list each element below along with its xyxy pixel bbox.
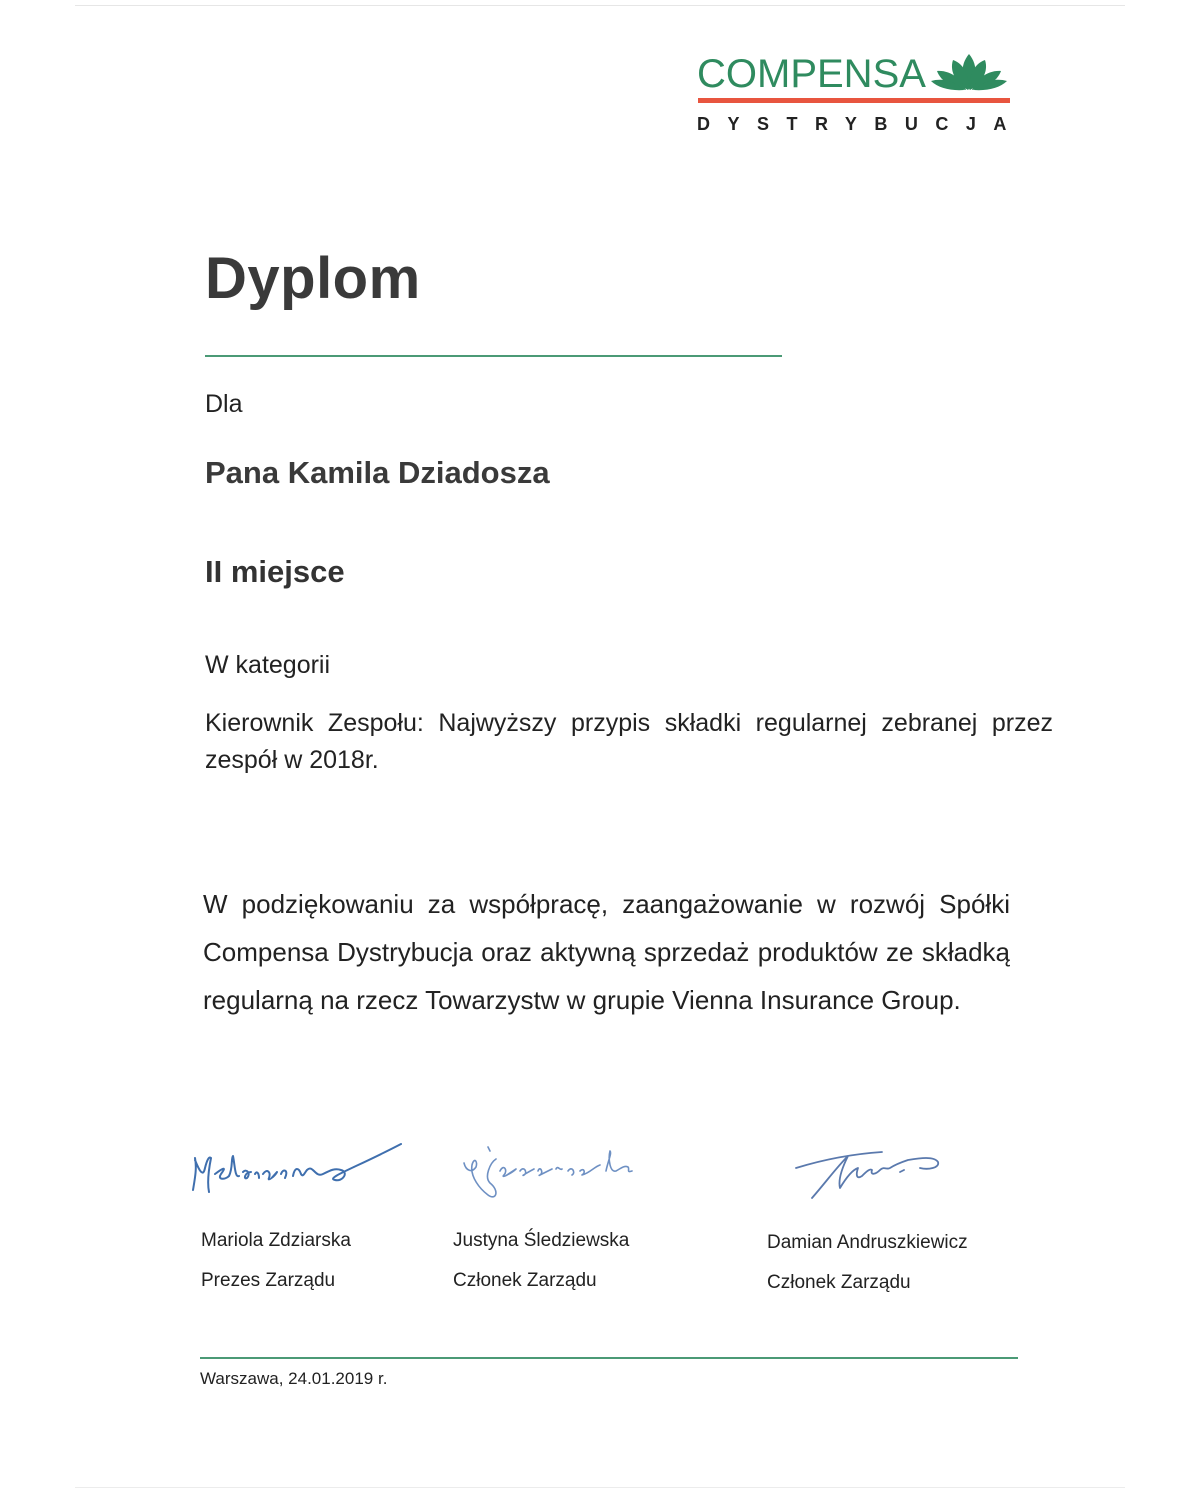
logo-red-bar <box>698 98 1010 103</box>
signature-3 <box>792 1138 952 1202</box>
scan-edge-bottom <box>75 1487 1125 1488</box>
logo-wordmark: COMPENSA <box>697 52 926 96</box>
signatory-3-role: Członek Zarządu <box>767 1272 911 1293</box>
thanks-paragraph: W podziękowaniu za współpracę, zaangażowanie w rozwój Spółki Compensa Dystrybucja oraz aktywną sprzedaż produktów ze składką regularną na rzecz Towarzystw w grupie Vienna Insurance Group. <box>203 889 1010 1015</box>
signatory-2-name: Justyna Śledziewska <box>453 1230 630 1251</box>
signatory-1-name: Mariola Zdziarska <box>201 1230 351 1251</box>
title-divider <box>205 355 782 357</box>
signatory-2-role: Członek Zarządu <box>453 1270 597 1291</box>
diploma-title: Dyplom <box>205 246 421 311</box>
place-and-date: Warszawa, 24.01.2019 r. <box>200 1369 388 1388</box>
signature-1 <box>185 1138 405 1204</box>
footer-divider <box>200 1357 1018 1359</box>
leaf-fan-icon <box>929 52 1009 92</box>
category-text: Kierownik Zespołu: Najwyższy przypis składki regularnej zebranej przez zespół w 2018r. <box>205 709 1053 774</box>
company-logo <box>697 50 1024 140</box>
handwritten-signature-3 <box>792 1138 952 1202</box>
signature-2 <box>460 1143 660 1205</box>
scan-edge-top <box>75 5 1125 6</box>
signatory-1-role: Prezes Zarządu <box>201 1270 336 1291</box>
signatory-3-name: Damian Andruszkiewicz <box>767 1232 968 1253</box>
category-label: W kategorii <box>205 651 331 679</box>
handwritten-signature-1 <box>185 1138 405 1204</box>
logo-subtitle: DYSTRYBUCJA <box>697 114 1024 134</box>
for-label: Dla <box>205 390 243 418</box>
place-award: II miejsce <box>205 554 345 589</box>
handwritten-signature-2 <box>460 1143 660 1205</box>
recipient-name: Pana Kamila Dziadosza <box>205 455 550 490</box>
